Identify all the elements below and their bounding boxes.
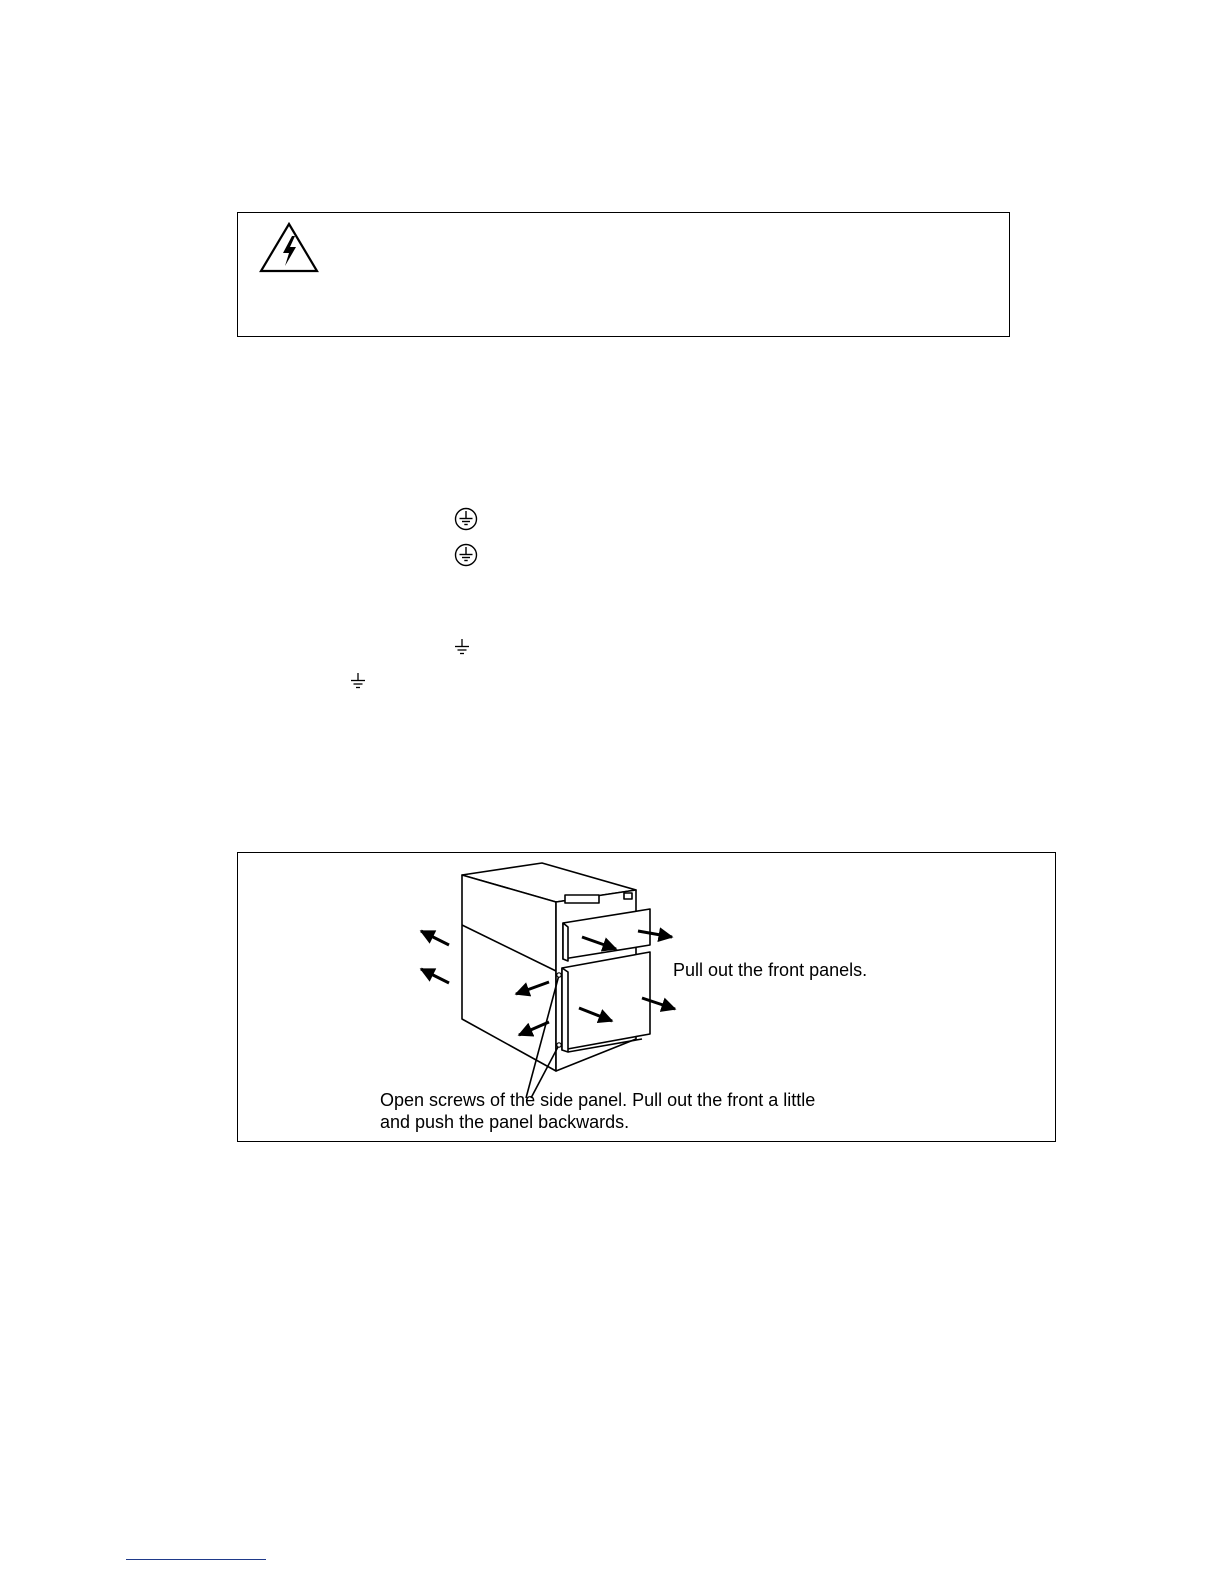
caption-side-panel-line1: Open screws of the side panel. Pull out the front a little [380,1090,816,1110]
warning-box [237,212,1010,337]
caption-front-panels: Pull out the front panels. [673,960,868,980]
figure-box [237,852,1056,1142]
caption-side-panel-line2: and push the panel backwards. [380,1112,630,1132]
high-voltage-warning-icon [259,222,319,274]
protective-earth-icon [454,543,478,567]
ground-icon [453,638,471,658]
ground-icon [349,672,367,692]
footnote-separator [126,1559,266,1560]
protective-earth-icon [454,507,478,531]
